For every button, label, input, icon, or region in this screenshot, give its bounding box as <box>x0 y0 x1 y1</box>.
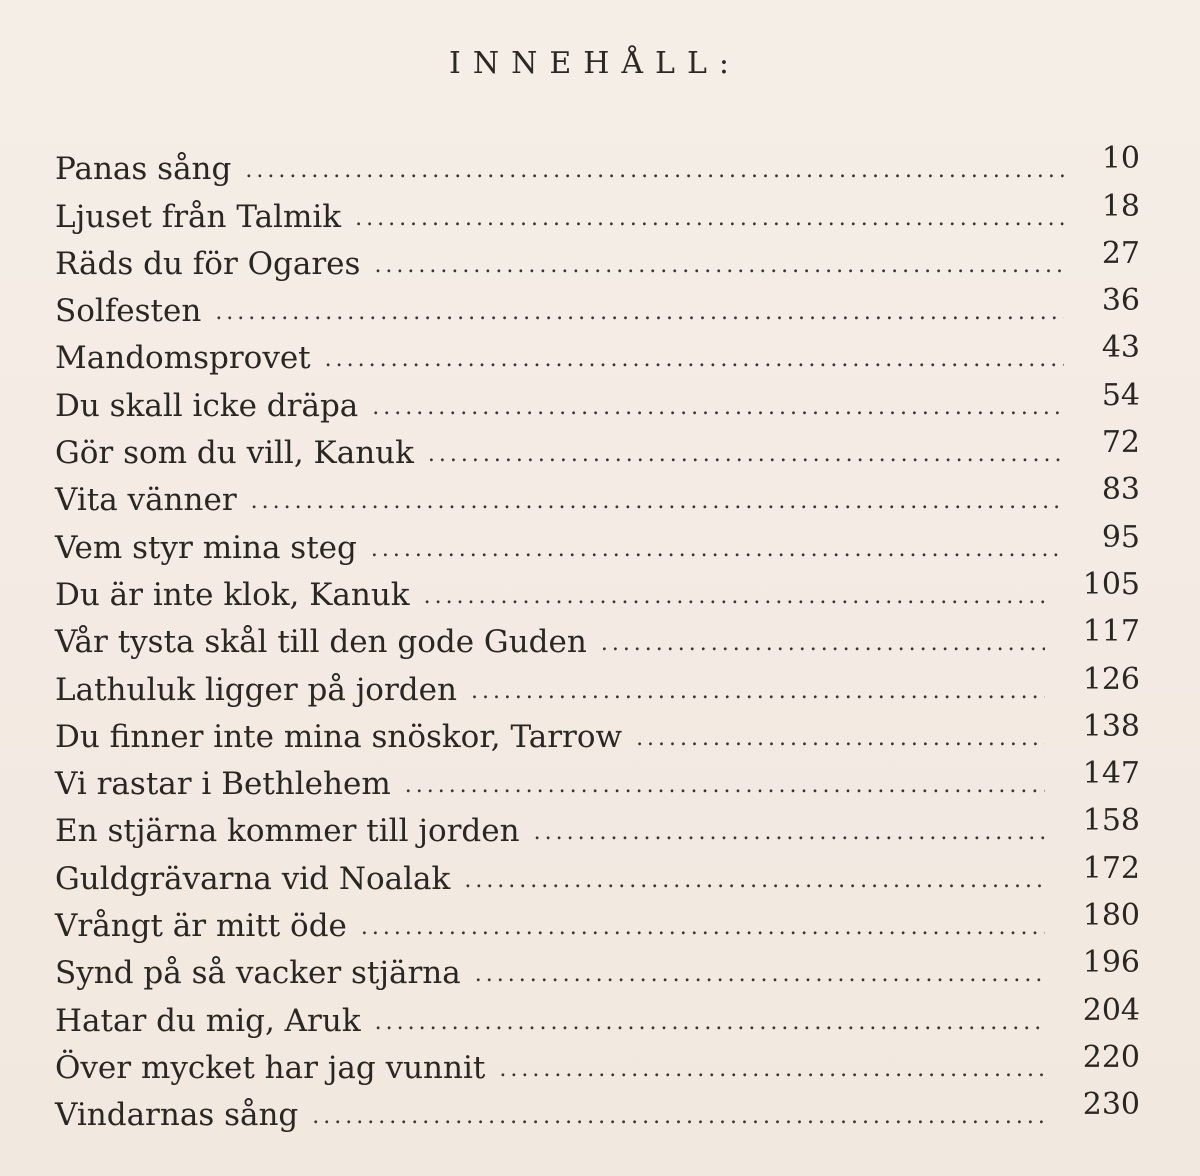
toc-entry-title: Solfesten <box>55 293 202 330</box>
toc-entry-page: 172 <box>1082 850 1140 886</box>
dot-leader <box>464 870 1044 895</box>
toc-entry <box>55 942 1140 992</box>
dot-leader <box>361 917 1045 942</box>
dot-leader <box>374 255 1063 280</box>
toc-entry-title: Gör som du vill, Kanuk <box>55 435 414 472</box>
toc-entry-page: 72 <box>1101 425 1140 461</box>
toc-entry-title: Vrångt är mitt öde <box>55 908 347 945</box>
toc-entry-page: 138 <box>1082 708 1140 744</box>
toc-entry-title: Ljuset från Talmik <box>55 198 342 235</box>
toc-entry <box>55 753 1140 803</box>
dot-leader <box>424 586 1045 611</box>
toc-entry-page: 117 <box>1082 614 1140 650</box>
toc-entry-page: 196 <box>1082 945 1140 981</box>
toc-entry-page: 126 <box>1082 661 1140 697</box>
dot-leader <box>245 160 1063 185</box>
page-heading: INNEHÅLL: <box>448 46 742 81</box>
toc-entry-page: 158 <box>1082 803 1140 839</box>
toc-entry <box>55 138 1140 188</box>
toc-entry-page: 18 <box>1101 188 1140 224</box>
dot-leader <box>471 681 1045 706</box>
toc-entry <box>55 847 1140 897</box>
toc-entry <box>55 1037 1140 1084</box>
toc-entry <box>55 374 1140 424</box>
toc-entry <box>55 1084 1140 1134</box>
toc-entry-page: 95 <box>1101 519 1140 555</box>
dot-leader <box>475 964 1045 989</box>
toc-entry-title: Vi rastar i Bethlehem <box>55 766 391 803</box>
dot-leader <box>372 397 1064 422</box>
toc-entry <box>55 327 1140 377</box>
toc-entry-title: Hatar du mig, Aruk <box>55 1002 361 1039</box>
toc-entry-title: Mandomsprovet <box>55 340 311 377</box>
toc-entry-page: 180 <box>1082 898 1140 934</box>
toc-entry-page: 54 <box>1101 377 1140 413</box>
dot-leader <box>325 349 1064 374</box>
dot-leader <box>312 1106 1044 1131</box>
toc-entry-page: 220 <box>1082 1039 1140 1075</box>
toc-entry-page: 43 <box>1101 330 1140 366</box>
toc-entry <box>55 706 1140 753</box>
toc-entry-page: 230 <box>1082 1087 1140 1123</box>
toc-entry-title: Guldgrävarna vid Noalak <box>55 860 451 897</box>
toc-entry <box>55 564 1140 611</box>
toc-entry-title: Du skall icke dräpa <box>55 387 359 424</box>
toc-entry <box>55 422 1140 472</box>
toc-entry-title: Vår tysta skål till den gode Guden <box>55 624 587 661</box>
dot-leader <box>215 302 1064 327</box>
dot-leader <box>601 633 1045 658</box>
toc-entry-page: 10 <box>1101 141 1140 177</box>
toc-entry-title: Vindarnas sång <box>55 1097 299 1134</box>
toc-entry-title: Du är inte klok, Kanuk <box>55 576 410 613</box>
dot-leader <box>375 1012 1045 1037</box>
toc-entry <box>55 989 1140 1039</box>
toc-entry-title: Över mycket har jag vunnit <box>55 1049 486 1086</box>
dot-leader <box>428 444 1064 469</box>
toc-entry-title: Räds du för Ogares <box>55 245 361 282</box>
toc-entry-title: Panas sång <box>55 151 232 188</box>
toc-entry <box>55 280 1140 330</box>
toc-entry <box>55 895 1140 945</box>
toc-entry-page: 147 <box>1082 756 1140 792</box>
toc-entry <box>55 800 1140 850</box>
dot-leader <box>251 491 1064 516</box>
toc-entry-title: Vita vänner <box>55 482 237 519</box>
dot-leader <box>534 822 1045 847</box>
dot-leader <box>499 1059 1044 1084</box>
toc-entry-title: Lathuluk ligger på jorden <box>55 671 457 708</box>
toc-entry-page: 36 <box>1101 283 1140 319</box>
toc-entry <box>55 185 1140 235</box>
toc-entry <box>55 658 1140 708</box>
toc-entry-title: Synd på så vacker stjärna <box>55 955 461 992</box>
toc-entry-page: 27 <box>1101 235 1140 271</box>
toc-entry-page: 105 <box>1082 566 1140 602</box>
dot-leader <box>405 775 1045 800</box>
dot-leader <box>371 539 1064 564</box>
table-of-contents <box>55 138 1140 1134</box>
toc-entry-title: Du finner inte mina snöskor, Tarrow <box>55 718 623 755</box>
dot-leader <box>355 208 1064 233</box>
toc-entry-title: En stjärna kommer till jorden <box>55 813 520 850</box>
toc-entry-page: 83 <box>1101 472 1140 508</box>
toc-entry <box>55 516 1140 566</box>
toc-entry <box>55 611 1140 661</box>
dot-leader <box>636 728 1045 753</box>
toc-entry <box>55 469 1140 519</box>
toc-entry-page: 204 <box>1082 992 1140 1028</box>
toc-entry <box>55 233 1140 280</box>
toc-entry-title: Vem styr mina steg <box>55 529 357 566</box>
